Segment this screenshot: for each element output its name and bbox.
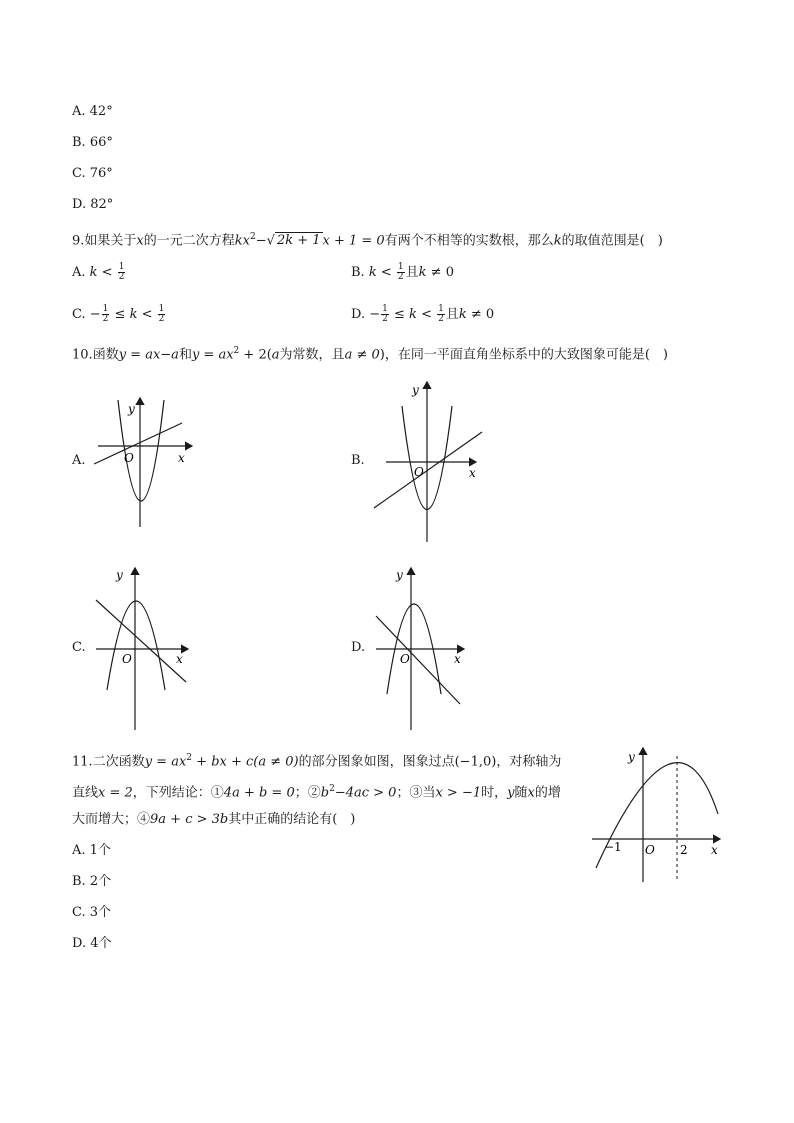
q10-graph-d (370, 564, 474, 732)
axis-x-label: x (454, 652, 461, 666)
q8-option-c: C. 76° (72, 166, 113, 181)
tick-label-2: 2 (680, 843, 688, 857)
axis-x-label: x (469, 466, 476, 480)
q10-stem: 10.函数y = ax−a和$y = ax^2 + 2(a$为常数，且a ≠ 0)，在同一平面直角坐标系中的大致图象可能是( ) (72, 346, 668, 363)
origin-label: O (124, 451, 134, 465)
axis-x-label: x (711, 843, 718, 857)
q11-option-b: B. 2个 (72, 874, 112, 889)
q11-stem-line3: 大而增大；④9a + c > 3b其中正确的结论有( ) (72, 812, 356, 827)
q10-label-b: B. (351, 453, 365, 468)
fraction-one-half: $\frac{1}{2}$ (382, 304, 388, 324)
axis-y-label: y (396, 568, 403, 582)
q9-stem: 9.如果关于x的一元二次方程$kx^2-√$ 2k + 1 x + 1 = 0有两个不相等的实数根，那么k的取值范围是( ) (72, 232, 663, 249)
axis-y-label: y (412, 383, 419, 397)
q9-option-d: D. − $\frac{1}{2}$ ≤ k < $\frac{1}{2}$ 且k ≠ 0 (351, 304, 495, 324)
q10-graph-b (372, 378, 488, 544)
axis-x-label: x (176, 652, 183, 666)
origin-label: O (122, 652, 132, 666)
axis-y-label: y (116, 568, 123, 582)
q9-option-c: C. − $\frac{1}{2}$ ≤ k < $\frac{1}{2}$ (72, 304, 165, 324)
q11-graph (590, 744, 726, 884)
q10-graph-c (90, 564, 198, 732)
q11-option-d: D. 4个 (72, 936, 112, 951)
q11-option-c: C. 3个 (72, 905, 112, 920)
q11-stem-line1: 11.二次函数$y = ax^2$ + bx + c(a ≠ 0)的部分图象如图，图象过点(−1,0)，对称轴为 (72, 753, 562, 770)
origin-label: O (414, 465, 424, 479)
q9-option-a: A. k < $\frac{1}{2}$ (72, 262, 125, 282)
q10-label-d: D. (351, 640, 366, 655)
q8-option-d: D. 82° (72, 197, 114, 212)
fraction-one-half: $\frac{1}{2}$ (158, 304, 165, 324)
q11-stem-line2: 直线x = 2，下列结论：①4a + b = 0；$②b^2-4ac > 0$；③当x > −1时，y随x的增 (72, 784, 561, 801)
tick-label-neg1: −1 (604, 840, 622, 854)
line (374, 432, 482, 508)
line (376, 616, 460, 704)
q9-option-b: B. k < $\frac{1}{2}$ 且k ≠ 0 (351, 262, 454, 282)
origin-label: O (400, 652, 410, 666)
origin-label: O (645, 843, 655, 857)
parabola (107, 601, 165, 690)
axis-y-label: y (628, 750, 635, 764)
line (94, 423, 182, 464)
q10-graph-a (90, 392, 200, 530)
fraction-one-half: $\frac{1}{2}$ (102, 304, 109, 324)
q10-label-a: A. (72, 453, 86, 468)
fraction-one-half: $\frac{1}{2}$ (118, 262, 125, 282)
q8-option-a: A. 42° (72, 104, 113, 119)
axis-x-label: x (178, 451, 185, 465)
fraction-one-half: $\frac{1}{2}$ (397, 262, 404, 282)
q8-option-b: B. 66° (72, 135, 113, 150)
axis-y-label: y (128, 402, 135, 416)
line (96, 600, 186, 682)
fraction-one-half: $\frac{1}{2}$ (438, 304, 444, 324)
q11-option-a: A. 1个 (72, 843, 111, 858)
q10-label-c: C. (72, 640, 86, 655)
